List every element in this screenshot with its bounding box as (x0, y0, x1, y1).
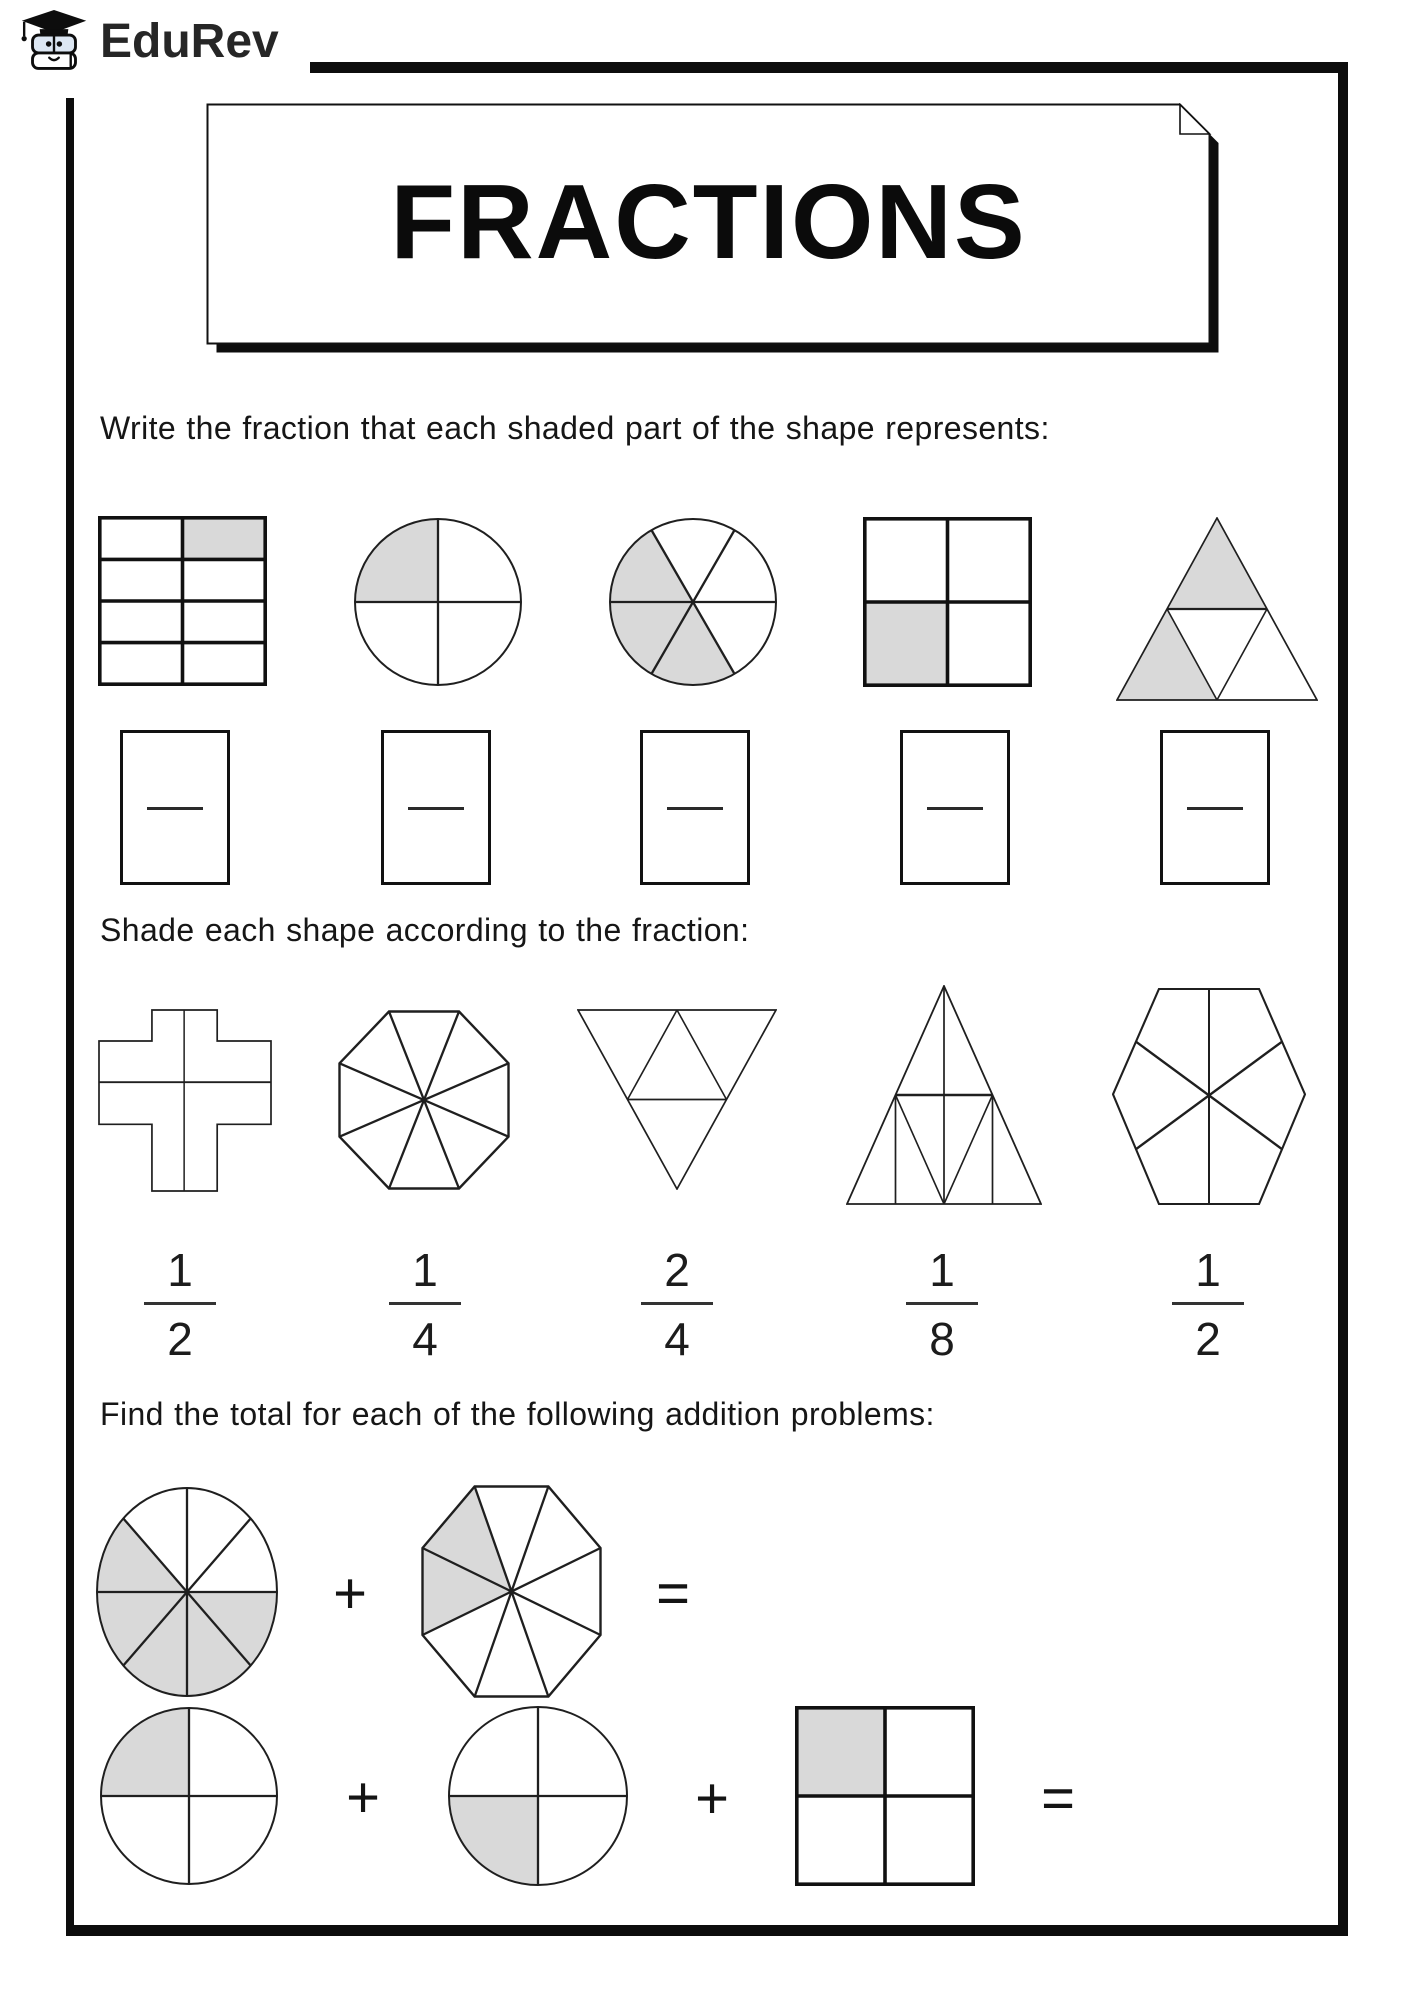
write-shape-circle-sixths (608, 517, 778, 692)
fraction-line (667, 807, 723, 810)
edurev-logo (12, 4, 96, 78)
fraction-label-1: 1 2 (135, 1244, 225, 1365)
addition1-circle-eighths (95, 1486, 279, 1703)
fraction-label-2: 1 4 (380, 1244, 470, 1365)
border-right (1338, 62, 1348, 1936)
fraction-line (1187, 807, 1243, 810)
section-shade-heading: Shade each shape according to the fraction: (100, 912, 750, 948)
plus-sign: + (695, 1766, 729, 1831)
edurev-mascot-icon (12, 4, 96, 78)
fraction-line (927, 807, 983, 810)
fraction-label-4: 1 8 (897, 1244, 987, 1365)
border-top (310, 62, 1348, 73)
write-shape-triangle4 (1116, 517, 1318, 706)
answer-box-2[interactable] (381, 730, 491, 885)
border-bottom (66, 1925, 1348, 1936)
shade-shape-cross[interactable] (98, 1009, 272, 1197)
write-shape-grid8 (98, 516, 267, 691)
section-addition-heading: Find the total for each of the following addition problems: (100, 1396, 935, 1432)
answer-box-4[interactable] (900, 730, 1010, 885)
shade-shape-triangle8[interactable] (846, 985, 1042, 1210)
equals-sign: = (656, 1561, 690, 1626)
addition2-circle-quarters-a (99, 1706, 279, 1891)
shade-shape-hexagon[interactable] (1112, 988, 1306, 1210)
addition2-square-quarters (795, 1706, 975, 1891)
worksheet-title: FRACTIONS (390, 162, 1027, 281)
shade-shape-octagon[interactable] (338, 1010, 510, 1195)
answer-box-5[interactable] (1160, 730, 1270, 885)
plus-sign: + (346, 1765, 380, 1830)
fraction-label-5: 1 2 (1163, 1244, 1253, 1365)
write-shape-circle-quarters (353, 517, 523, 692)
write-shape-square4 (863, 517, 1032, 692)
equals-sign: = (1041, 1766, 1075, 1831)
fraction-line (147, 807, 203, 810)
fraction-label-3: 2 4 (632, 1244, 722, 1365)
answer-box-1[interactable] (120, 730, 230, 885)
addition2-circle-quarters-b (447, 1705, 629, 1892)
brand-name: EduRev (100, 15, 279, 68)
fraction-line (408, 807, 464, 810)
answer-box-3[interactable] (640, 730, 750, 885)
border-left (66, 98, 74, 1936)
section-write-heading: Write the fraction that each shaded part of the shape represents: (100, 410, 1050, 446)
addition1-octagon-eighths (421, 1485, 602, 1703)
plus-sign: + (333, 1561, 367, 1626)
shade-shape-triangle-down[interactable] (577, 1009, 777, 1195)
